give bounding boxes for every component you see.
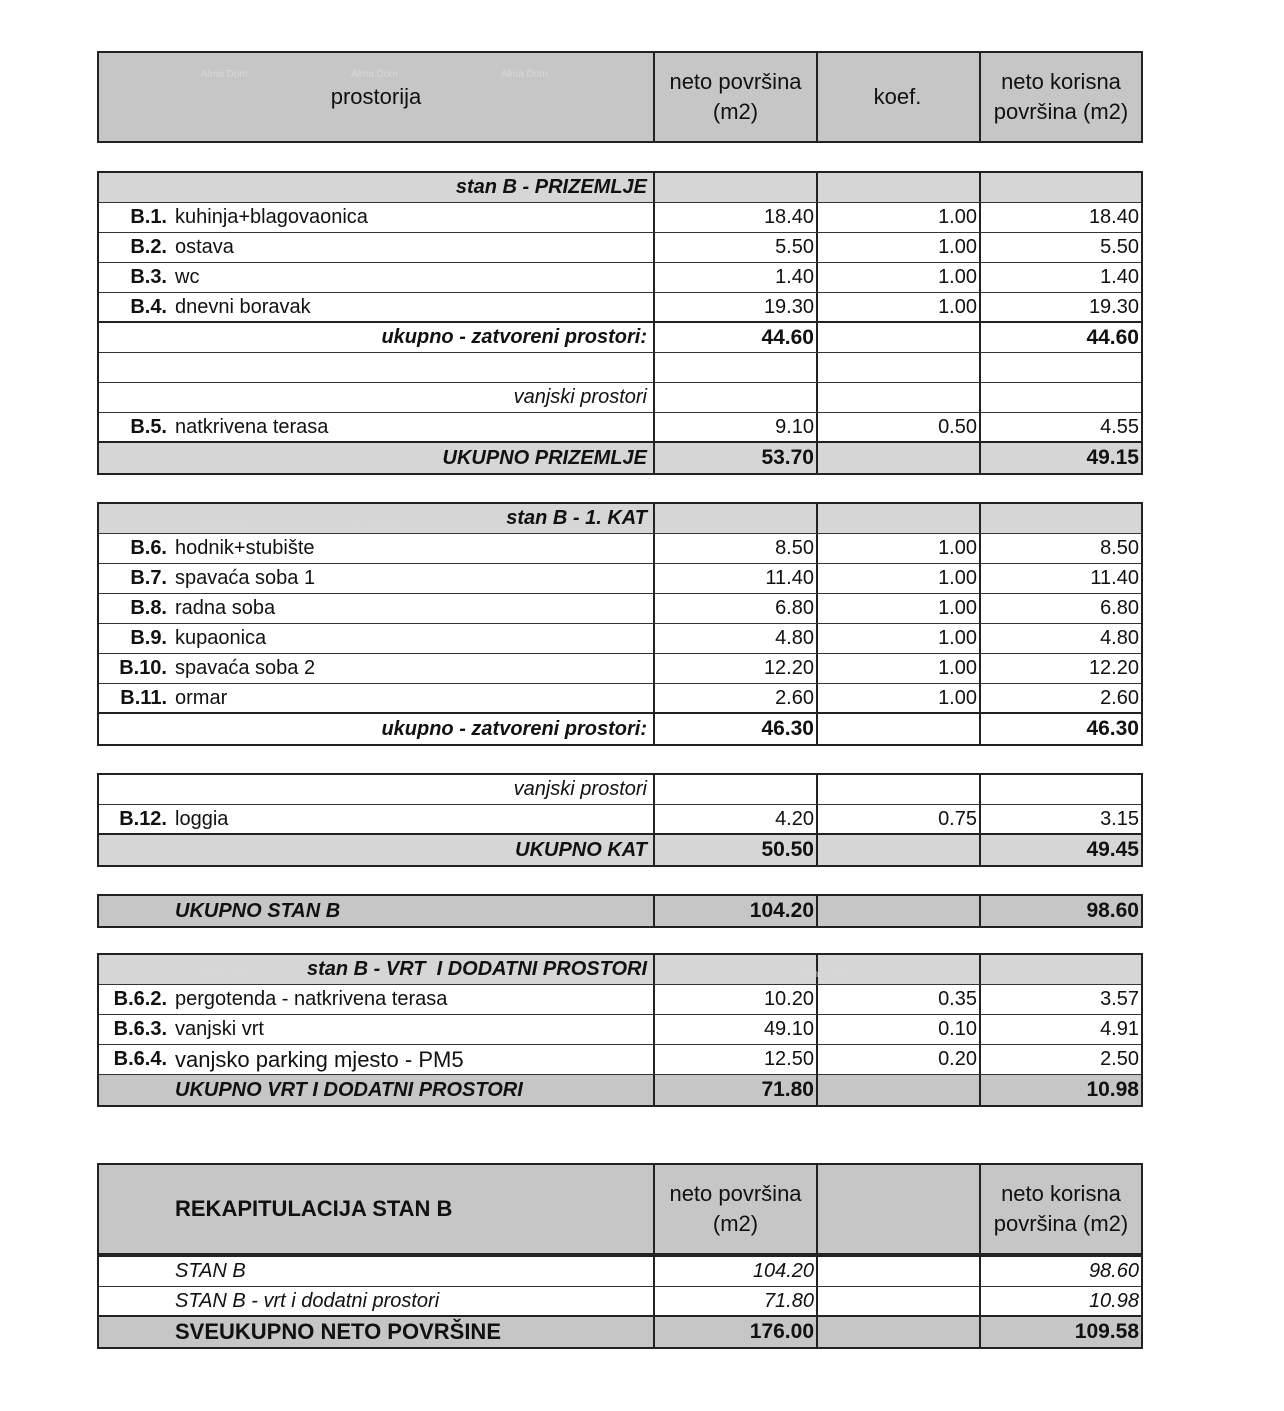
usable-area-cell: 5.50: [1100, 236, 1139, 258]
usable-area-cell: 19.30: [1088, 295, 1139, 318]
net-area-cell: 18.40: [655, 203, 818, 232]
section-title-row: [99, 504, 1141, 534]
ground-floor-table: [97, 171, 1143, 475]
usable-area-cell: 3.15: [1100, 807, 1139, 830]
room-name: wc: [175, 266, 200, 288]
subtotal-usable: 44.60: [1086, 325, 1139, 349]
room-name: loggia: [175, 807, 229, 830]
recap-col-net-area: neto površina (m2): [655, 1165, 818, 1253]
total-usable: 49.45: [1086, 838, 1139, 861]
outdoor-label: vanjski prostori: [99, 383, 655, 412]
total-area: 53.70: [655, 443, 818, 473]
coef-cell: 1.00: [818, 263, 981, 292]
recap-col-usable: neto korisna površina (m2): [993, 1181, 1129, 1236]
room-name: ormar: [175, 686, 228, 709]
room-code: B.2.: [130, 236, 167, 258]
room-name: spavaća soba 1: [175, 567, 316, 589]
usable-area-cell: 2.60: [1100, 686, 1139, 709]
table-row: [99, 564, 1141, 594]
usable-area-cell: 6.80: [1100, 597, 1139, 619]
room-code: B.10.: [119, 657, 167, 679]
room-name: vanjski vrt: [175, 1018, 264, 1040]
net-area-cell: 49.10: [655, 1015, 818, 1044]
net-area-cell: 5.50: [655, 233, 818, 262]
coef-cell: 1.00: [818, 203, 981, 232]
col-room-header: prostorija: [99, 53, 655, 141]
usable-area-cell: 18.40: [1088, 206, 1139, 228]
room-code: B.12.: [119, 807, 167, 830]
grand-total-label: SVEUKUPNO NETO POVRŠINE: [99, 1317, 655, 1347]
col-net-area-header: neto površina (m2): [655, 53, 818, 141]
total-area: 50.50: [655, 835, 818, 865]
total-stan-table: [97, 894, 1143, 928]
header-table: [97, 51, 1143, 143]
col-usable-header: neto korisna površina (m2): [993, 69, 1129, 124]
outdoor-label-row: [99, 383, 1141, 413]
usable-area-cell: 11.40: [1090, 567, 1139, 589]
usable-area-cell: 12.20: [1088, 657, 1139, 679]
coef-cell: 1.00: [818, 534, 981, 563]
room-name: dnevni boravak: [175, 295, 311, 318]
net-area-cell: 4.80: [655, 624, 818, 653]
total-label: UKUPNO KAT: [99, 835, 655, 865]
grand-total-area: 176.00: [655, 1317, 818, 1347]
coef-cell: 1.00: [818, 233, 981, 262]
total-row: [99, 896, 1141, 926]
room-code: B.9.: [130, 627, 167, 649]
room-code: B.8.: [130, 597, 167, 619]
recap-title: REKAPITULACIJA STAN B: [99, 1165, 655, 1253]
total-row: [99, 1075, 1141, 1105]
table-row: [99, 985, 1141, 1015]
net-area-cell: 12.20: [655, 654, 818, 683]
net-area-cell: 11.40: [655, 564, 818, 593]
table-row: [99, 293, 1141, 323]
recap-area: 71.80: [655, 1287, 818, 1315]
coef-cell: 1.00: [818, 594, 981, 623]
outdoor-label: vanjski prostori: [99, 775, 655, 804]
total-usable: 10.98: [1086, 1078, 1139, 1101]
grand-total-row: [99, 1317, 1141, 1347]
watermark: Alma Dom: [201, 69, 248, 80]
table-row: [99, 1045, 1141, 1075]
coef-cell: 0.20: [818, 1045, 981, 1074]
total-area: 71.80: [655, 1075, 818, 1105]
net-area-cell: 6.80: [655, 594, 818, 623]
room-code: B.3.: [130, 266, 167, 288]
room-name: vanjsko parking mjesto - PM5: [175, 1046, 464, 1072]
garden-table: [97, 953, 1143, 1107]
room-code: B.6.2.: [113, 988, 167, 1010]
watermark: Alma Dom: [351, 519, 398, 530]
net-area-cell: 10.20: [655, 985, 818, 1014]
net-area-cell: 2.60: [655, 684, 818, 712]
total-row: [99, 443, 1141, 473]
net-area-cell: 19.30: [655, 293, 818, 321]
recap-header-row: [99, 1165, 1141, 1257]
recap-row: [99, 1257, 1141, 1287]
grand-total-usable: 109.58: [1074, 1320, 1139, 1343]
room-code: B.6.: [130, 537, 167, 559]
table-row: [99, 654, 1141, 684]
room-code: B.6.3.: [113, 1018, 167, 1040]
watermark: Alma Dom: [201, 969, 248, 980]
coef-cell: 1.00: [818, 564, 981, 593]
room-name: kuhinja+blagovaonica: [175, 206, 368, 228]
subtotal-usable: 46.30: [1086, 717, 1139, 740]
room-name: pergotenda - natkrivena terasa: [175, 988, 448, 1010]
coef-cell: 0.75: [818, 805, 981, 833]
recap-usable: 10.98: [1088, 1289, 1139, 1312]
room-code: B.6.4.: [113, 1048, 167, 1070]
total-usable: 49.15: [1086, 446, 1139, 469]
recap-usable: 98.60: [1088, 1260, 1139, 1282]
net-area-cell: 1.40: [655, 263, 818, 292]
room-name: radna soba: [175, 597, 276, 619]
room-name: ostava: [175, 236, 234, 258]
first-floor-table: [97, 502, 1143, 746]
recap-area: 104.20: [655, 1257, 818, 1286]
subtotal-area: 44.60: [655, 323, 818, 352]
subtotal-row: [99, 323, 1141, 353]
coef-cell: 1.00: [818, 684, 981, 712]
coef-cell: 0.35: [818, 985, 981, 1014]
watermark: Alma Dom: [501, 69, 548, 80]
coef-cell: 0.10: [818, 1015, 981, 1044]
table-row: [99, 805, 1141, 835]
total-row: [99, 835, 1141, 865]
section-title: stan B - PRIZEMLJE: [99, 173, 655, 202]
section-title: stan B - VRT I DODATNI PROSTORI: [99, 955, 655, 984]
total-label: UKUPNO STAN B: [99, 896, 655, 926]
subtotal-row: [99, 714, 1141, 744]
net-area-cell: 8.50: [655, 534, 818, 563]
room-name: kupaonica: [175, 627, 267, 649]
net-area-cell: 12.50: [655, 1045, 818, 1074]
recap-label: STAN B: [99, 1257, 655, 1286]
section-title-row: [99, 955, 1141, 985]
table-row: [99, 534, 1141, 564]
total-area: 104.20: [655, 896, 818, 926]
room-name: natkrivena terasa: [175, 415, 329, 438]
coef-cell: 0.50: [818, 413, 981, 441]
recap-label: STAN B - vrt i dodatni prostori: [99, 1287, 655, 1315]
coef-cell: 1.00: [818, 654, 981, 683]
table-row: [99, 684, 1141, 714]
room-name: spavaća soba 2: [175, 657, 316, 679]
usable-area-cell: 3.57: [1100, 988, 1139, 1010]
table-row: [99, 233, 1141, 263]
usable-area-cell: 4.80: [1100, 627, 1139, 649]
empty-row: [99, 353, 1141, 383]
table-row: [99, 594, 1141, 624]
net-area-cell: 4.20: [655, 805, 818, 833]
usable-area-cell: 4.55: [1100, 415, 1139, 438]
usable-area-cell: 2.50: [1100, 1048, 1139, 1070]
section-title-row: [99, 173, 1141, 203]
room-code: B.11.: [120, 686, 167, 709]
table-row: [99, 203, 1141, 233]
col-coef-header: koef.: [818, 53, 981, 141]
table-row: [99, 624, 1141, 654]
total-label: UKUPNO VRT I DODATNI PROSTORI: [99, 1075, 655, 1105]
subtotal-label: ukupno - zatvoreni prostori:: [99, 323, 655, 352]
first-floor-outdoor-table: [97, 773, 1143, 867]
usable-area-cell: 1.40: [1100, 266, 1139, 288]
total-usable: 98.60: [1086, 899, 1139, 922]
section-title: stan B - 1. KAT: [99, 504, 655, 533]
table-row: [99, 263, 1141, 293]
room-code: B.5.: [130, 415, 167, 438]
coef-cell: 1.00: [818, 624, 981, 653]
usable-area-cell: 8.50: [1100, 537, 1139, 559]
room-code: B.4.: [130, 295, 167, 318]
recap-row: [99, 1287, 1141, 1317]
watermark: Alma Dom: [201, 519, 248, 530]
subtotal-label: ukupno - zatvoreni prostori:: [99, 714, 655, 744]
outdoor-label-row: [99, 775, 1141, 805]
table-row: [99, 1015, 1141, 1045]
subtotal-area: 46.30: [655, 714, 818, 744]
room-code: B.1.: [130, 206, 167, 228]
usable-area-cell: 4.91: [1100, 1018, 1139, 1040]
watermark: Alma Dom: [801, 969, 848, 980]
total-label: UKUPNO PRIZEMLJE: [99, 443, 655, 473]
room-name: hodnik+stubište: [175, 537, 315, 559]
table-row: [99, 413, 1141, 443]
recap-table: [97, 1163, 1143, 1349]
coef-cell: 1.00: [818, 293, 981, 321]
room-code: B.7.: [130, 567, 167, 589]
watermark: Alma Dom: [351, 69, 398, 80]
net-area-cell: 9.10: [655, 413, 818, 441]
